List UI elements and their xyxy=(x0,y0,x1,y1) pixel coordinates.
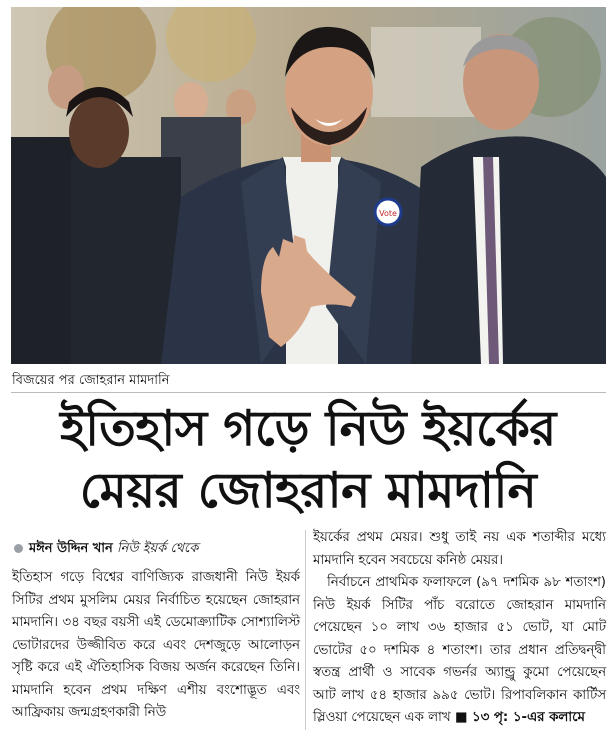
column-divider xyxy=(305,530,306,730)
byline xyxy=(14,539,198,560)
article-paragraph-text: নির্বাচনে প্রাথমিক ফলাফলে (৯৭ দশমিক ৯৮ শতাংশ) নিউ ইয়র্ক সিটির পাঁচ বরোতে জোহরান মামদানি পেয়েছেন ১০ লাখ ৩৬ হাজার ৫১ ভোট, যা মোট ভোটের ৫০ দশমিক ৪ শতাংশ। তার প্রধান প্রতিদ্বন্দ্বী স্বতন্ত্র প্রার্থী ও সাবেক গভর্নর অ্যান্ড্রু কুমো পেয়েছেন আট লাখ ৫৪ হাজার ৯৯৫ ভোট। রিপাবলিকান কার্টিস স্লিওয়া পেয়েছেন এক লাখ xyxy=(313,575,606,725)
article-column-left xyxy=(12,567,300,725)
caption-divider xyxy=(11,392,606,393)
article-paragraph: ইতিহাস গড়ে বিশ্বের বাণিজ্যিক রাজধানী নিউ ইয়র্ক সিটির প্রথম মুসলিম মেয়র নির্বাচিত হয়েছেন জোহরান মামদানি। ৩৪ বছর বয়সী এই ডেমোক্র্যাটিক সোশ্যালিস্ট ভোটারদের উজ্জীবিত করে এবং দেশজুড়ে আলোড়ন সৃষ্টি করে এই ঐতিহাসিক বিজয় অর্জন করেছেন তিনি। মামদানি হবেন প্রথম দক্ষিণ এশীয় বংশোদ্ভূত এবং আফ্রিকায় জন্মগ্রহণকারী নিউ xyxy=(12,570,300,720)
bullet-icon xyxy=(14,544,23,553)
headline xyxy=(8,398,608,522)
byline-place: নিউ ইয়র্ক থেকে xyxy=(116,541,199,556)
continued-on-link[interactable]: ■ ১৩ পৃ: ১-এর কলামে xyxy=(454,710,585,725)
vote-badge-text: Vote xyxy=(379,209,397,218)
photo-caption: বিজয়ের পর জোহরান মামদানি xyxy=(12,373,170,388)
article-column-right xyxy=(313,527,606,730)
article-paragraph: ইয়র্কের প্রথম মেয়র। শুধু তাই নয় এক শতাব্দীর মধ্যে মামদানি হবেন সবচেয়ে কনিষ্ঠ মেয়র। xyxy=(313,530,606,568)
article-paragraph xyxy=(313,572,606,730)
byline-author: মঈন উদ্দিন খান xyxy=(29,541,113,556)
headline-line-1: ইতিহাস গড়ে নিউ ইয়র্কের xyxy=(60,400,556,457)
headline-line-2: মেয়র জোহরান মামদানি xyxy=(79,462,537,519)
news-photo xyxy=(11,7,606,364)
